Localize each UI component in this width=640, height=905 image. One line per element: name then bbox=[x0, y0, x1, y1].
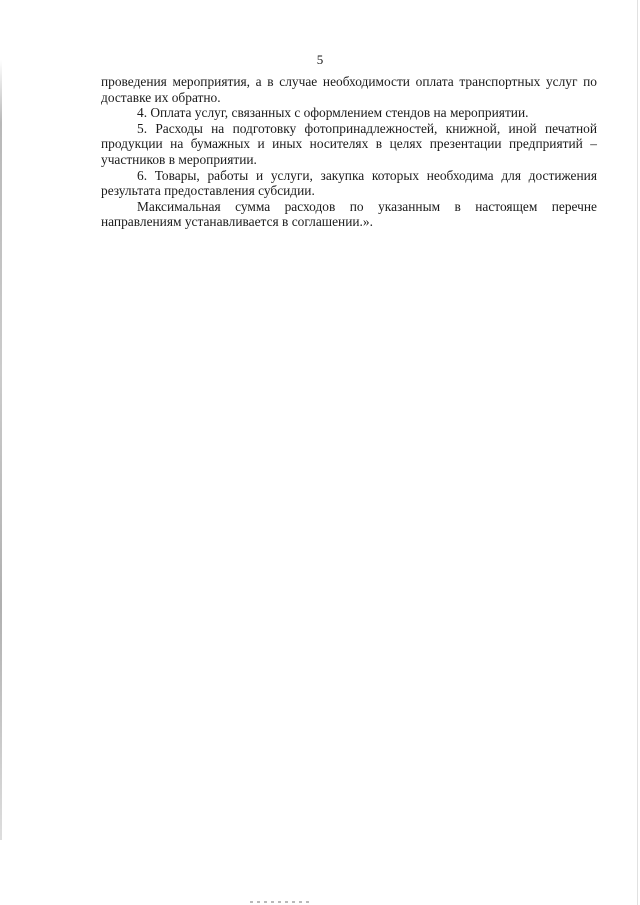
page-number: 5 bbox=[316, 52, 324, 67]
paragraph-item-4: 4. Оплата услуг, связанных с оформлением стендов на мероприятии. bbox=[137, 105, 529, 121]
paragraph-item-6: 6. Товары, работы и услуги, закупка которых необходима для достижения результата предоставления субсидии. bbox=[101, 167, 597, 199]
scan-bottom-marks bbox=[250, 901, 310, 903]
paragraph-item-5: 5. Расходы на подготовку фотопринадлежностей, книжной, иной печатной продукции на бумажных и иных носителях в целях презентации предприятий – участников в мероприятии. bbox=[101, 120, 597, 167]
body-text bbox=[101, 74, 597, 230]
scan-edge-line bbox=[637, 0, 638, 905]
paragraph-max-amount: Максимальная сумма расходов по указанным в настоящем перечне направлениям устанавливается в соглашении.». bbox=[101, 198, 597, 230]
scan-edge-shadow bbox=[0, 60, 2, 840]
paragraph-continuation: проведения мероприятия, а в случае необходимости оплата транспортных услуг по доставке их обратно. bbox=[101, 74, 597, 105]
